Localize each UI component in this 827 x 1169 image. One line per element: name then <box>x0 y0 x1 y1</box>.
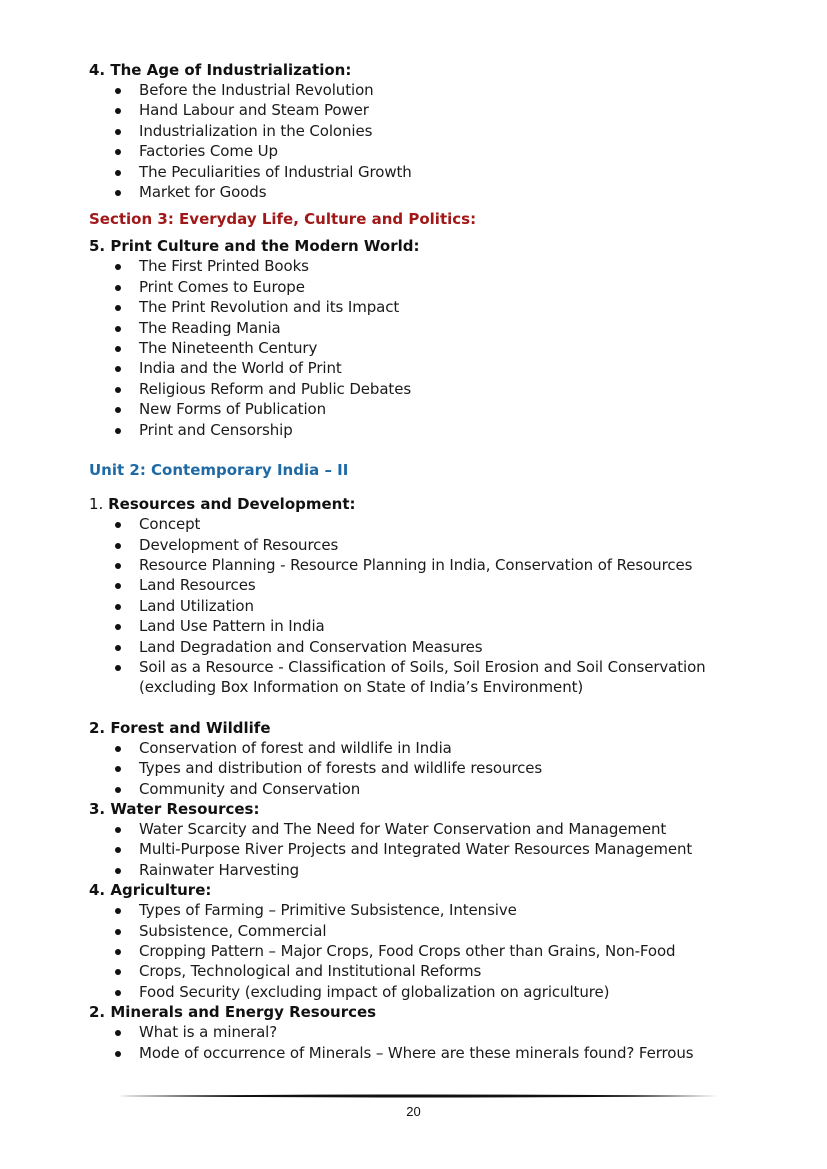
list-item: Religious Reform and Public Debates <box>89 379 769 399</box>
chapter-topics-resources <box>89 514 769 698</box>
list-item: Rainwater Harvesting <box>89 860 769 880</box>
list-item: What is a mineral? <box>89 1022 769 1042</box>
chapter-heading-resources <box>89 494 769 514</box>
chapter-topics-agriculture <box>89 900 769 1002</box>
list-item: Multi-Purpose River Projects and Integrated Water Resources Management <box>89 839 769 859</box>
chapter-title: Resources and Development: <box>108 495 356 514</box>
list-item: Land Degradation and Conservation Measures <box>89 637 769 657</box>
list-item: The First Printed Books <box>89 256 769 276</box>
list-item: New Forms of Publication <box>89 399 769 419</box>
footer-divider <box>118 1094 718 1098</box>
list-item: The Nineteenth Century <box>89 338 769 358</box>
section-heading: Section 3: Everyday Life, Culture and Politics: <box>89 210 477 229</box>
chapter-topics-forest <box>89 738 769 799</box>
list-item: Concept <box>89 514 769 534</box>
list-item: The Reading Mania <box>89 318 769 338</box>
list-item: Before the Industrial Revolution <box>89 80 769 100</box>
syllabus-content <box>89 60 769 1063</box>
list-item: Resource Planning - Resource Planning in India, Conservation of Resources <box>89 555 769 575</box>
chapter-heading-industrialization: 4. The Age of Industrialization: <box>89 61 352 79</box>
chapter-topics-industrialization <box>89 80 769 202</box>
chapter-heading-print-culture: 5. Print Culture and the Modern World: <box>89 237 420 256</box>
list-item: The Print Revolution and its Impact <box>89 297 769 317</box>
chapter-heading-minerals: 2. Minerals and Energy Resources <box>89 1003 377 1022</box>
list-item: Land Resources <box>89 575 769 595</box>
list-item: Development of Resources <box>89 535 769 555</box>
chapter-number: 1. <box>89 495 109 514</box>
list-item: Mode of occurrence of Minerals – Where are these minerals found? Ferrous <box>89 1043 769 1063</box>
list-item: Industrialization in the Colonies <box>89 121 769 141</box>
list-item: Types of Farming – Primitive Subsistence, Intensive <box>89 900 769 920</box>
list-item: Soil as a Resource - Classification of Soils, Soil Erosion and Soil Conservation (excluding Box Information on State of India’s Environment) <box>89 657 769 698</box>
list-item: Market for Goods <box>89 182 769 202</box>
chapter-topics-print-culture <box>89 256 769 440</box>
list-item: Print and Censorship <box>89 420 769 440</box>
page-number: 20 <box>406 1104 421 1119</box>
unit-heading: Unit 2: Contemporary India – II <box>89 461 349 480</box>
chapter-heading-agriculture: 4. Agriculture: <box>89 881 212 900</box>
list-item: Subsistence, Commercial <box>89 921 769 941</box>
chapter-heading-forest: 2. Forest and Wildlife <box>89 718 271 737</box>
list-item: Print Comes to Europe <box>89 277 769 297</box>
chapter-topics-water <box>89 819 769 880</box>
list-item: Crops, Technological and Institutional Reforms <box>89 961 769 981</box>
list-item: Hand Labour and Steam Power <box>89 100 769 120</box>
list-item: Land Use Pattern in India <box>89 616 769 636</box>
list-item: Food Security (excluding impact of globalization on agriculture) <box>89 982 769 1002</box>
list-item: Types and distribution of forests and wildlife resources <box>89 758 769 778</box>
list-item: The Peculiarities of Industrial Growth <box>89 162 769 182</box>
list-item: Community and Conservation <box>89 779 769 799</box>
list-item: Water Scarcity and The Need for Water Conservation and Management <box>89 819 769 839</box>
chapter-heading-water: 3. Water Resources: <box>89 799 260 818</box>
list-item: India and the World of Print <box>89 358 769 378</box>
list-item: Factories Come Up <box>89 141 769 161</box>
list-item: Land Utilization <box>89 596 769 616</box>
list-item: Conservation of forest and wildlife in India <box>89 738 769 758</box>
chapter-topics-minerals <box>89 1022 769 1063</box>
list-item: Cropping Pattern – Major Crops, Food Crops other than Grains, Non-Food <box>89 941 769 961</box>
